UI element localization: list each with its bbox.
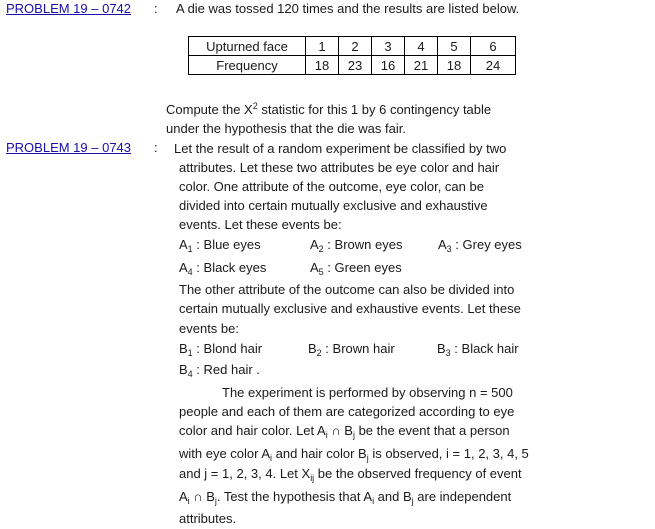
table-cell: 6	[471, 37, 516, 56]
problem-0742-link[interactable]: PROBLEM 19 – 0742	[6, 1, 132, 16]
table-row	[189, 37, 516, 56]
table-cell: 18	[306, 56, 339, 75]
text-line: events be:	[179, 321, 239, 336]
problem-0743-link[interactable]: PROBLEM 19 – 0743	[6, 140, 132, 155]
text-line: $A_i$ ∩ $B_j$. Test the hypothesis that $A_i$ and $B_j$ are independent	[179, 489, 512, 506]
table-cell: 16	[372, 56, 405, 75]
problem-0742-statement: A die was tossed 120 times and the results are listed below.	[176, 1, 520, 16]
problem-0742-colon: :	[154, 1, 158, 16]
table-cell: 2	[339, 37, 372, 56]
compute-line-2: under the hypothesis that the die was fair.	[166, 121, 406, 136]
problem-0743-colon: :	[154, 140, 158, 155]
text-line: color and hair color. Let $A_i$ ∩ $B_j$ be the event that a person	[179, 423, 510, 440]
event-a2: $A_2$ : Brown eyes	[310, 237, 403, 254]
text-line: attributes. Let these two attributes be eye color and hair	[179, 160, 500, 175]
text-line: divided into certain mutually exclusive and exhaustive	[179, 198, 488, 213]
event-a3: $A_3$ : Grey eyes	[438, 237, 522, 254]
event-a1: $A_1$ : Blue eyes	[179, 237, 261, 254]
event-b3: $B_3$ : Black hair	[437, 341, 519, 358]
table-cell: 24	[471, 56, 516, 75]
table-header-upturned-face: Upturned face	[189, 37, 306, 56]
frequency-table	[188, 36, 516, 75]
text-line: certain mutually exclusive and exhaustive events. Let these	[179, 301, 521, 316]
table-cell: 3	[372, 37, 405, 56]
text-line: The other attribute of the outcome can also be divided into	[179, 282, 515, 297]
table-cell: 23	[339, 56, 372, 75]
table-cell: 1	[306, 37, 339, 56]
table-cell: 5	[438, 37, 471, 56]
text-line: and j = 1, 2, 3, 4. Let $X_{ij}$ be the observed frequency of event	[179, 466, 522, 483]
table-cell: 4	[405, 37, 438, 56]
text-line: attributes.	[179, 511, 237, 526]
table-row	[189, 56, 516, 75]
text-line: The experiment is performed by observing n = 500	[222, 385, 513, 400]
event-b2: $B_2$ : Brown hair	[308, 341, 395, 358]
text-line: people and each of them are categorized according to eye	[179, 404, 515, 419]
text-line: events. Let these events be:	[179, 217, 342, 232]
table-cell: 21	[405, 56, 438, 75]
event-a5: $A_5$ : Green eyes	[310, 260, 402, 277]
text-line: color. One attribute of the outcome, eye color, can be	[179, 179, 484, 194]
event-b4: $B_4$ : Red hair .	[179, 362, 260, 379]
event-a4: $A_4$ : Black eyes	[179, 260, 267, 277]
text-line: Let the result of a random experiment be classified by two	[174, 141, 507, 156]
table-header-frequency: Frequency	[189, 56, 306, 75]
text-line: with eye color $A_i$ and hair color $B_j$ is observed, i = 1, 2, 3, 4, 5	[179, 446, 529, 463]
event-b1: $B_1$ : Blond hair	[179, 341, 263, 358]
table-cell: 18	[438, 56, 471, 75]
compute-line-1: Compute the $X^2$ statistic for this 1 by 6 contingency table	[166, 101, 492, 117]
